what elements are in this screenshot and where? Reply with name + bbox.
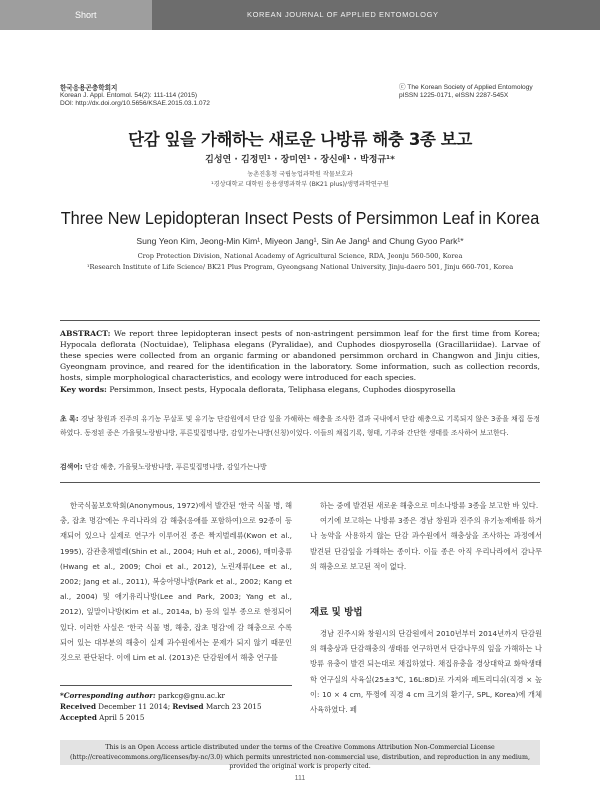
corresponding-label: *Corresponding author: (60, 691, 156, 700)
body-right-column (310, 498, 542, 574)
copyright-block (399, 84, 533, 100)
copyright: ⓒ The Korean Society of Applied Entomology (399, 84, 533, 91)
affiliation: ¹경상대학교 대학원 응용생명과학부 (BK21 plus)/생명과학연구원 (211, 181, 389, 188)
keywords-label: Key words: (60, 385, 107, 394)
accepted-label: Accepted (60, 713, 97, 722)
title-korean: 단감 잎을 가해하는 새로운 나방류 해충 3종 보고 (128, 130, 472, 149)
abstract (60, 328, 540, 383)
affiliation: ¹Research Institute of Life Science/ BK21 Plus Program, Gyeongsang National University, Jinju-daero 501, Jinju 660-701, Korea (86, 262, 514, 271)
doi[interactable]: DOI: http://dx.doi.org/10.5656/KSAE.2015.03.1.072 (60, 100, 210, 108)
abstract-text: We report three lepidopteran insect pests of non-astringent persimmon leaf for the first time from Korea; Hypocala deflorata (Noctuidae), Teliphasa elegans (Pyralidae), and Cuphodes diospyrosella (Gracillariidae). Larvae of these species were collected from an organic farming or abandoned persimmon orchard in Changwon and Jinju cities, Gyeongnam province, and reared for the identification in the laboratory. Some information, such as collection records, hosts, simple morphological characteristics, and ecology were introduced for each species. (60, 329, 540, 382)
body-paragraph: 하는 중에 발견된 새로운 해충으로 미소나방류 3종을 보고한 바 있다. (320, 501, 539, 510)
accepted-date: April 5 2015 (96, 713, 145, 722)
citation-block (60, 84, 210, 109)
abstract-label: ABSTRACT: (60, 329, 111, 338)
korean-keywords-label: 검색어: (60, 463, 83, 471)
footnote (60, 690, 292, 723)
section-heading: 재료 및 방법 (310, 607, 363, 618)
keywords (60, 384, 540, 395)
korean-abstract (60, 412, 540, 440)
issn: pISSN 1225-0171, eISSN 2287-545X (399, 92, 509, 100)
divider (60, 482, 540, 483)
affiliation: 농촌진흥청 국립농업과학원 작물보호과 (247, 171, 353, 178)
corresponding-email[interactable]: parkcg@gnu.ac.kr (155, 691, 225, 700)
affiliations-korean (0, 170, 600, 190)
section-label: Short Communication (0, 0, 152, 30)
received-date: December 11 2014; (96, 702, 173, 711)
korean-abstract-label: 초 록: (60, 415, 79, 423)
korean-keywords-text: 단감 해충, 가을뒷노랑밤나방, 푸른빛집명나방, 감잎가는나방 (82, 463, 267, 471)
received-label: Received (60, 702, 97, 711)
divider (60, 320, 540, 321)
korean-keywords (60, 462, 540, 473)
footnote-divider (60, 685, 292, 686)
title-english: Three New Lepidopteran Insect Pests of Persimmon Leaf in Korea (60, 208, 540, 228)
revised-label: Revised (172, 702, 204, 711)
license-notice: This is an Open Access article distributed under the terms of the Creative Commons Attribution Non-Commercial License (http://creativecommons.org/licenses/by-nc/3.0) which permits unrestricted non-commercial use, distribution, and reproduction in any medium, provided the original work is properly cited. (60, 740, 540, 765)
affiliation: Crop Protection Division, National Academy of Agricultural Science, RDA, Jeonju 560-500, Korea (137, 252, 463, 260)
body-paragraph: 여기에 보고하는 나방류 3종은 경남 창원과 진주의 유기농재배를 하거나 농약을 사용하지 않는 단감 과수원에서 해충상을 조사하는 과정에서 발견된 단감잎을 가해하는 종이다. 이들 종은 아직 우리나라에서 감나무의 해충으로 보고된 적이 없다. (310, 516, 542, 571)
keywords-text: Persimmon, Insect pests, Hypocala deflorata, Teliphasa elegans, Cuphodes diospyrosella (106, 385, 456, 394)
journal-name: KOREAN JOURNAL OF APPLIED ENTOMOLOGY (152, 0, 600, 30)
body-left-column: 한국식물보호학회(Anonymous, 1972)에서 발간된 '한국 식물 병, 해충, 잡초 명감'에는 우리나라의 감 해충(응애를 포함하여)으로 92종이 등재되어 있으나 실제로 연구가 이루어진 종은 짝지벌레류(Kwon et al., 1995), 감관총채벌레(Shin et al., 2004; Huh et al., 2006), 매미충류(Hwang et al., 2009; Choi et al., 2012), 노린재류(Lee et al., 2002; Jang et al., 2011), 복숭아명나방(Park et al., 2002; Kang et al., 2004) 및 애기유리나방(Lee and Park, 2003; Yang et al., 2012), 잎말이나방(Kim et al., 2014a, b) 등의 일부 종으로 한정되어 있다. 이러한 사실은 '한국 식물 병, 해충, 잡초 명감'에 감 해충으로 수록되어 있는 대부분의 해충이 실제 과수원에서는 문제가 되지 않기 때문인 것으로 판단된다. 이에 Lim et al. (2013)은 단감원에서 해충 연구를 (60, 501, 292, 663)
korean-abstract-text: 경남 창원과 진주의 유기농 무살포 및 유기농 단감원에서 단감 잎을 가해하는 해충을 조사한 결과 국내에서 단감 해충으로 기록되지 않은 3종을 채집 동정하였다. 동정된 종은 가을뒷노랑밤나방, 푸른빛집명나방, 감잎가는나방(신칭)이었다. 이들의 채집기록, 형태, 기주와 간단한 생태를 조사하여 보고한다. (60, 415, 541, 437)
authors-english: Sung Yeon Kim, Jeong-Min Kim¹, Miyeon Jang¹, Sin Ae Jang¹ and Chung Gyoo Park¹* (136, 236, 464, 246)
affiliations-english (0, 251, 600, 272)
body-paragraph: 경남 진주시와 창원시의 단감원에서 2010년부터 2014년까지 단감원의 해충상과 단감해충의 생태를 연구하면서 단감나무의 잎을 가해하는 나방류 유충이 발견 되는대로 채집하였다. 채집유충을 경상대학교 화학생태학 연구실의 사육실(25±3℃, 16L:8D)로 가져와 페트리디쉬(직경 × 높이: 10 × 4 cm, 뚜껑에 직경 4 cm 크기의 환기구, SPL, Korea)에 개체 사육하였다. 페 (310, 629, 542, 715)
citation: Korean J. Appl. Entomol. 54(2): 111-114 (2015) (60, 92, 198, 100)
authors-korean: 김성연 · 김정민¹ · 장미연¹ · 장신애¹ · 박정규¹* (205, 155, 395, 165)
page-number: 111 (294, 775, 306, 782)
journal-header-bar (0, 0, 600, 50)
revised-date: March 23 2015 (203, 702, 262, 711)
journal-name-ko: 한국응용곤충학회지 (60, 84, 118, 92)
